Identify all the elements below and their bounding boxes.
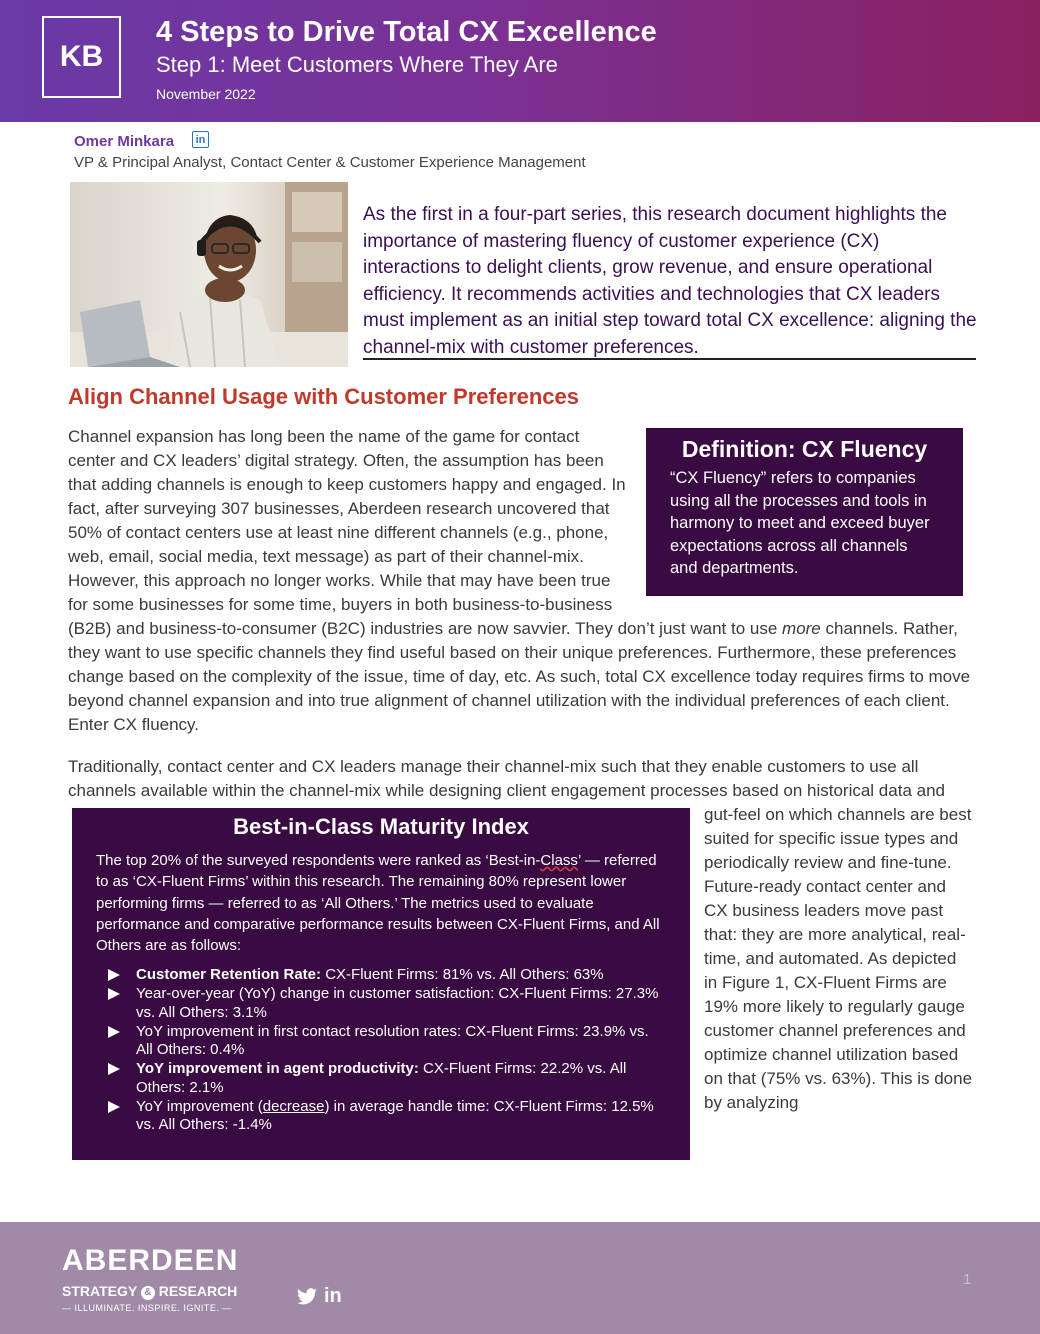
linkedin-footer-icon[interactable]: in [324,1285,342,1307]
metric-text-a: YoY improvement ( [136,1097,263,1115]
definition-callout [646,428,963,596]
list-item [108,1060,666,1097]
list-item [108,985,666,1022]
metric-text-b: ) in average handle time: CX-Fluent Firms: 12.5% vs. All Others: -1.4% [136,1097,654,1134]
metric-label: Customer Retention Rate: [136,966,322,984]
list-item [108,966,666,985]
intro-summary: As the first in a four-part series, this research document highlights the importance of mastering fluency of customer experience (CX) interactions to delight clients, grow revenue, and ensure operational efficiency. It recommends activities and technologies that CX leaders must implement as an initial step toward total CX excellence: aligning the channel-mix with customer preferences. [363,204,977,358]
aberdeen-logo: ABERDEEN [62,1244,239,1277]
metric-value: CX-Fluent Firms: 81% vs. All Others: 63% [321,966,604,984]
aberdeen-tagline: — ILLUMINATE. INSPIRE. IGNITE. — [62,1303,232,1313]
document-title: 4 Steps to Drive Total CX Excellence [156,16,657,48]
triangle-bullet-icon [108,1101,120,1113]
logo-sub-b: RESEARCH [158,1283,238,1299]
twitter-icon[interactable] [296,1286,318,1308]
man-with-headset-illustration [70,182,348,367]
maturity-metrics-list [96,966,666,1135]
maturity-index-callout [72,808,690,1160]
metric-text: Year-over-year (YoY) change in customer satisfaction: CX-Fluent Firms: 27.3% vs. All Others: 3.1% [136,985,659,1021]
para2-text: Traditionally, contact center and CX leaders manage their channel-mix such that they enable customers to use all channels available within the channel-mix while designing client engagement processes based on historical data and gut-feel on which channels are best suited for specific issue types and periodically review and fine-tune. Future-ready contact center and CX business leaders move past that: they are more analytical, real-time, and automated. As depicted in Figure 1, CX-Fluent Firms are 19% more likely to regularly gauge customer channel preferences and optimize channel utilization based on that (75% vs. 63%). This is done by analyzing [68,757,973,1112]
triangle-bullet-icon [108,1063,120,1075]
maturity-description [96,850,666,956]
header-banner [0,0,1040,122]
hero-photo [70,182,348,367]
maturity-desc-a: The top 20% of the surveyed respondents were ranked as ‘Best-in- [96,852,541,869]
metric-label: YoY improvement in agent productivity: [136,1060,419,1078]
triangle-bullet-icon [108,1026,120,1038]
definition-title: Definition: CX Fluency [681,436,928,462]
publication-date: November 2022 [156,86,256,102]
section-heading: Align Channel Usage with Customer Preferences [68,384,580,409]
para1-text-a: Channel expansion has long been the name of the game for contact center and CX leaders’ digital strategy. Often, the assumption has been that adding channels is enough to keep customers happy and engaged. In fact, after surveying 307 businesses, Aberdeen research uncovered that 50% of contact centers use at least nine different channels (e.g., phone, web, email, social media, text message) as part of their channel-mix. However, this approach no longer works. While that may have been true for some businesses for some time, buyers in both business-to-business (B2B) and business-to-consumer (B2C) industries are now savvier. They don’t just want to use [68,427,783,638]
author-title: VP & Principal Analyst, Contact Center & Customer Experience Management [74,154,586,171]
logo-sub-a: STRATEGY [62,1283,137,1299]
maturity-title: Best-in-Class Maturity Index [233,814,529,839]
document-subtitle: Step 1: Meet Customers Where They Are [156,52,558,77]
triangle-bullet-icon [108,969,120,981]
footer-bar [0,1222,1040,1334]
metric-text: YoY improvement in first contact resolution rates: CX-Fluent Firms: 23.9% vs. All Others: 0.4% [136,1022,649,1059]
intro-divider [363,358,976,360]
author-name[interactable]: Omer Minkara [74,133,175,150]
list-item [108,1023,666,1060]
page-number: 1 [963,1271,972,1288]
logo-amp: & [141,1286,155,1300]
para1-text-b: channels. Rather, they want to use specific channels they find useful based on their unique preferences. Furthermore, these preferences change based on the complexity of the issue, time of day, etc. As such, total CX excellence today requires firms to move beyond channel expansion and into true alignment of channel utilization with the individual preferences of each client. Enter CX fluency. [68,619,971,734]
metric-value: CX-Fluent Firms: 22.2% vs. All Others: 2.1% [136,1060,627,1096]
kb-logo: KB [42,16,121,98]
maturity-desc-b: ’ — referred to as ‘CX-Fluent Firms’ within this research. The remaining 80% represent lower performing firms — referred to as ‘All Others.’ The metrics used to evaluate performance and comparative performance results between CX-Fluent Firms, and All Others are as follows: [96,852,660,955]
metric-underlined: decrease [262,1097,325,1115]
list-item [108,1098,666,1135]
linkedin-icon[interactable]: in [192,131,209,148]
triangle-bullet-icon [108,988,120,1000]
maturity-desc-class: Class [540,852,578,869]
definition-body: “CX Fluency” refers to companies using all the processes and tools in harmony to meet and exceed buyer expectations across all channels and departments. [670,469,930,577]
aberdeen-logo-subtitle [62,1283,237,1300]
para1-emphasis: more [782,619,821,638]
